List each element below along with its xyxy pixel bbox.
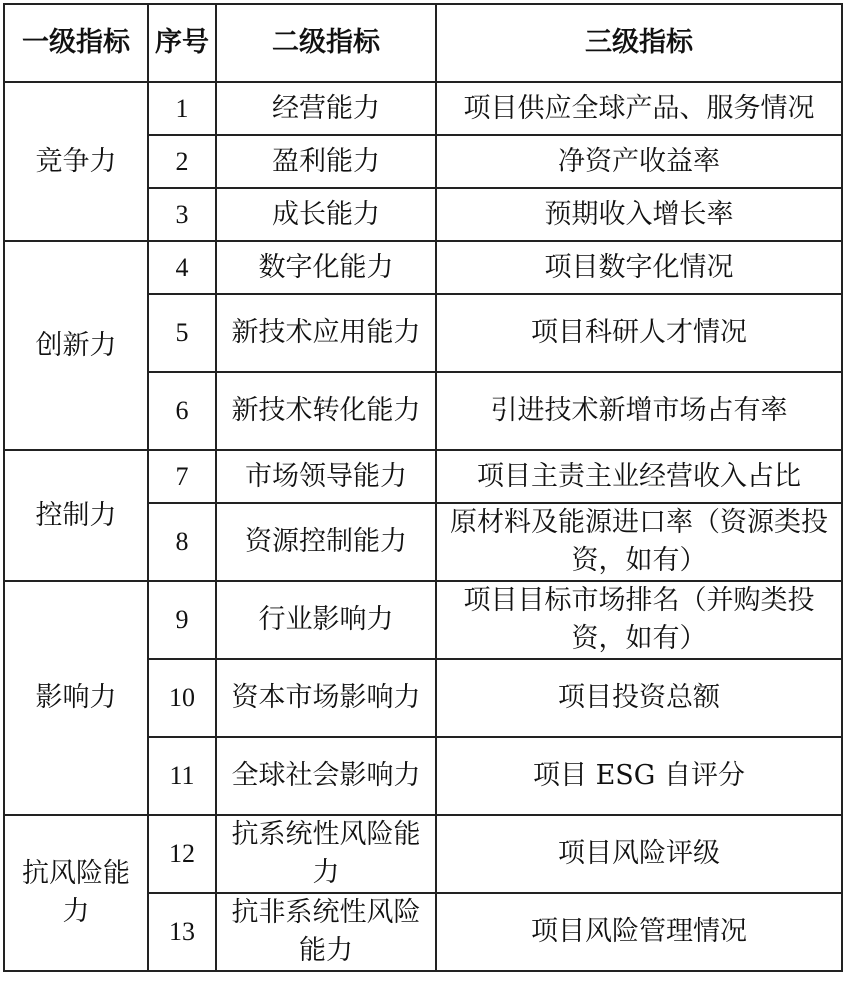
level1-cell: 影响力 xyxy=(4,581,148,815)
level2-cell: 数字化能力 xyxy=(216,241,436,294)
level3-cell: 项目数字化情况 xyxy=(436,241,842,294)
level3-cell: 原材料及能源进口率（资源类投资，如有） xyxy=(436,503,842,581)
level2-cell: 资本市场影响力 xyxy=(216,659,436,737)
seq-cell: 8 xyxy=(148,503,216,581)
level1-cell: 控制力 xyxy=(4,450,148,581)
level3-cell: 项目目标市场排名（并购类投资，如有） xyxy=(436,581,842,659)
level2-cell: 资源控制能力 xyxy=(216,503,436,581)
seq-cell: 9 xyxy=(148,581,216,659)
header-row xyxy=(4,4,842,82)
level3-cell: 引进技术新增市场占有率 xyxy=(436,372,842,450)
level2-cell: 市场领导能力 xyxy=(216,450,436,503)
level2-cell: 抗非系统性风险能力 xyxy=(216,893,436,971)
level2-cell: 新技术转化能力 xyxy=(216,372,436,450)
level3-cell: 预期收入增长率 xyxy=(436,188,842,241)
level3-cell: 项目科研人才情况 xyxy=(436,294,842,372)
level3-cell: 项目主责主业经营收入占比 xyxy=(436,450,842,503)
level2-cell: 成长能力 xyxy=(216,188,436,241)
seq-cell: 3 xyxy=(148,188,216,241)
level1-cell: 创新力 xyxy=(4,241,148,450)
seq-cell: 6 xyxy=(148,372,216,450)
header-level3: 三级指标 xyxy=(436,4,842,82)
level3-cell: 项目供应全球产品、服务情况 xyxy=(436,82,842,135)
table-row xyxy=(4,450,842,503)
seq-cell: 10 xyxy=(148,659,216,737)
seq-cell: 4 xyxy=(148,241,216,294)
table-row xyxy=(4,581,842,659)
table-row xyxy=(4,241,842,294)
seq-cell: 12 xyxy=(148,815,216,893)
header-seq: 序号 xyxy=(148,4,216,82)
seq-cell: 13 xyxy=(148,893,216,971)
seq-cell: 2 xyxy=(148,135,216,188)
level1-cell: 抗风险能力 xyxy=(4,815,148,971)
indicator-table xyxy=(3,3,843,972)
header-level2: 二级指标 xyxy=(216,4,436,82)
level3-cell: 项目风险评级 xyxy=(436,815,842,893)
table-row xyxy=(4,815,842,893)
level3-cell: 净资产收益率 xyxy=(436,135,842,188)
seq-cell: 5 xyxy=(148,294,216,372)
level1-cell: 竞争力 xyxy=(4,82,148,241)
level2-cell: 盈利能力 xyxy=(216,135,436,188)
level3-cell: 项目投资总额 xyxy=(436,659,842,737)
level2-cell: 行业影响力 xyxy=(216,581,436,659)
level3-cell: 项目风险管理情况 xyxy=(436,893,842,971)
table-row xyxy=(4,82,842,135)
header-level1: 一级指标 xyxy=(4,4,148,82)
level2-cell: 全球社会影响力 xyxy=(216,737,436,815)
level2-cell: 抗系统性风险能力 xyxy=(216,815,436,893)
level3-cell: 项目 ESG 自评分 xyxy=(436,737,842,815)
seq-cell: 1 xyxy=(148,82,216,135)
level2-cell: 新技术应用能力 xyxy=(216,294,436,372)
level2-cell: 经营能力 xyxy=(216,82,436,135)
seq-cell: 11 xyxy=(148,737,216,815)
seq-cell: 7 xyxy=(148,450,216,503)
